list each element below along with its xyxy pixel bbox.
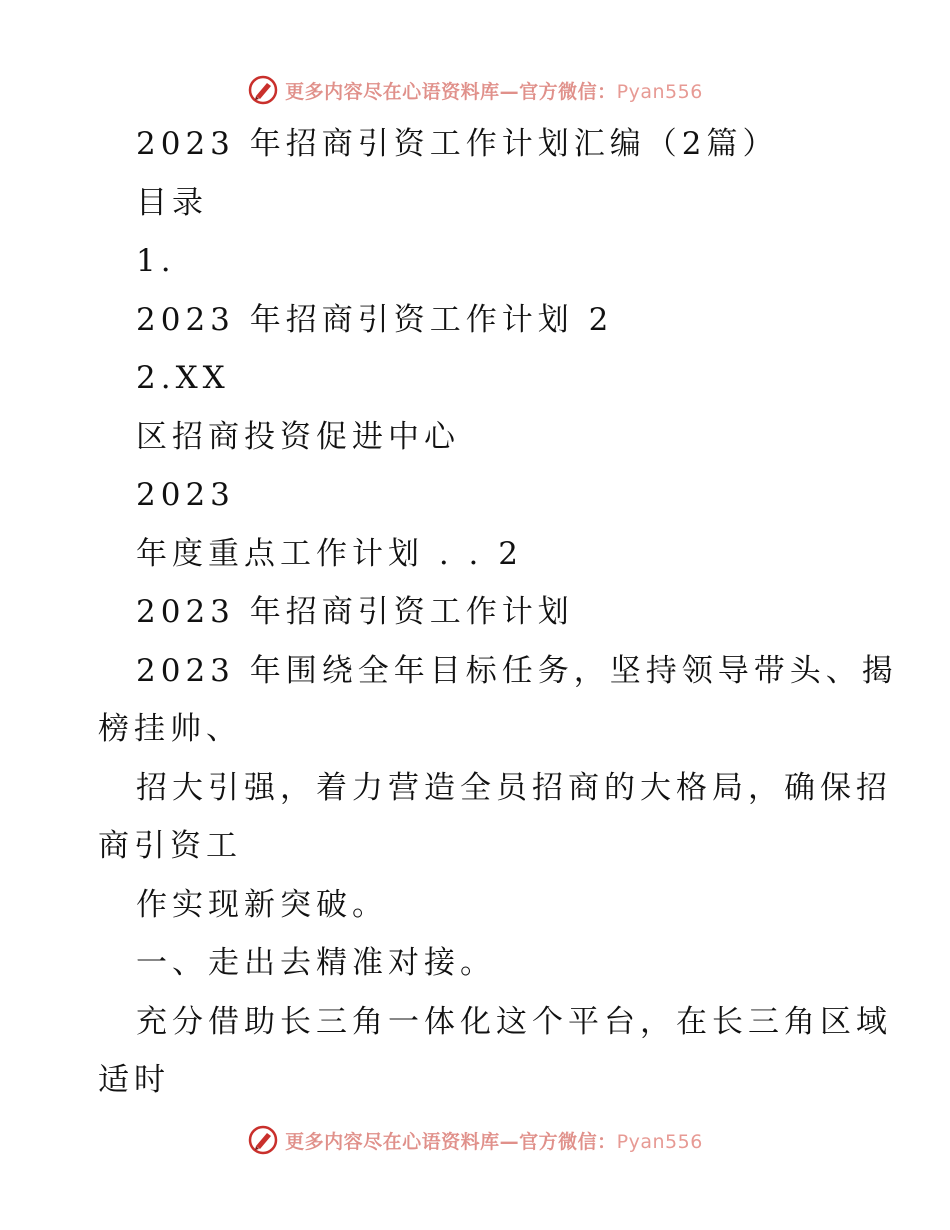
header-watermark — [0, 70, 950, 110]
text-line: 2.XX — [136, 360, 230, 396]
text-line: 2023 年招商引资工作计划汇编（2篇） — [136, 126, 779, 162]
text-line: 1. — [136, 243, 176, 279]
text-line: 年度重点工作计划 . . 2 — [136, 535, 523, 572]
text-line: 2023 年围绕全年目标任务，坚持领导带头、揭 — [136, 652, 898, 689]
text-line: 招大引强，着力营造全员招商的大格局，确保招 — [136, 769, 892, 806]
footer-watermark — [0, 1120, 950, 1160]
watermark-text: 更多内容尽在心语资料库—官方微信：Pyan556 — [285, 80, 703, 103]
text-line: 一、走出去精准对接。 — [136, 945, 496, 981]
watermark-wechat-id: Pyan556 — [616, 1130, 703, 1153]
pen-logo-icon — [247, 1124, 279, 1156]
text-line: 区招商投资促进中心 — [136, 418, 460, 455]
text-line: 适时 — [98, 1062, 170, 1098]
watermark-text: 更多内容尽在心语资料库—官方微信：Pyan556 — [285, 1130, 703, 1153]
watermark-wechat-id: Pyan556 — [616, 80, 703, 103]
text-line: 作实现新突破。 — [136, 886, 388, 923]
text-line: 2023 年招商引资工作计划 2 — [136, 301, 614, 338]
text-line: 充分借助长三角一体化这个平台，在长三角区域 — [136, 1003, 892, 1040]
text-line: 目录 — [136, 184, 208, 221]
text-line: 商引资工 — [98, 828, 242, 864]
pen-logo-icon — [247, 74, 279, 106]
text-line: 2023 年招商引资工作计划 — [136, 594, 574, 630]
text-line: 2023 — [136, 477, 235, 513]
text-line: 榜挂帅、 — [98, 711, 242, 747]
